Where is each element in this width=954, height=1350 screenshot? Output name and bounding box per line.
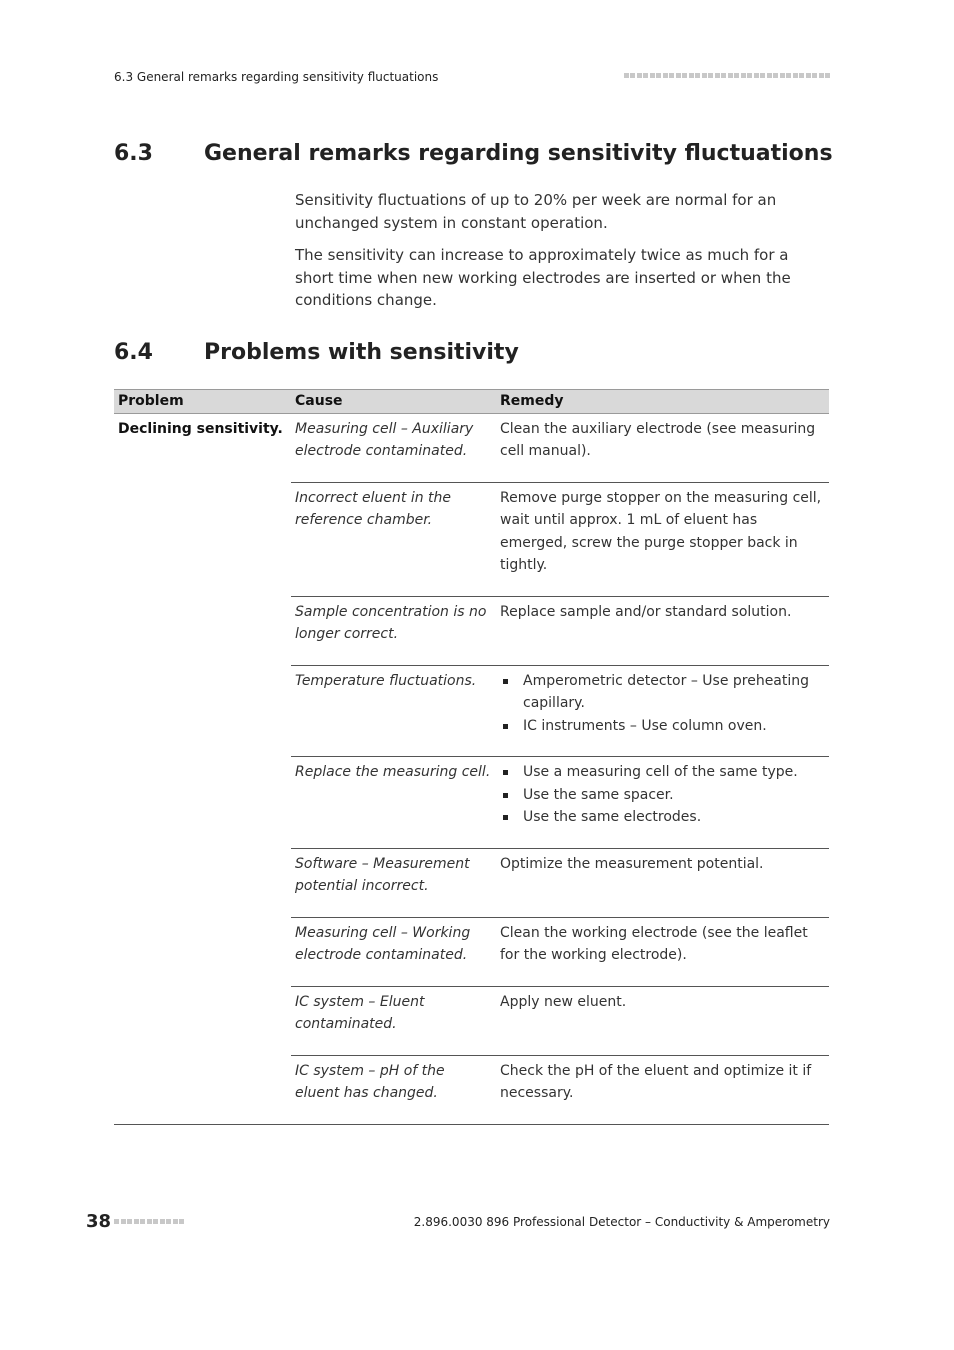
column-header-problem: Problem [114,390,291,414]
remedy-list [500,670,825,738]
list-item: IC instruments – Use column oven. [500,715,825,738]
section-title: Problems with sensitivity [204,340,519,365]
cause-cell: Sample concentration is no longer correct. [291,596,496,665]
table-bottom-rule [114,1124,829,1125]
cause-cell: Measuring cell – Auxiliary electrode contaminated. [291,413,496,482]
section-number: 6.3 [114,141,153,166]
cause-cell: Software – Measurement potential incorrect. [291,848,496,917]
cause-cell: Incorrect eluent in the reference chamber. [291,482,496,596]
running-header [114,68,830,88]
column-header-cause: Cause [291,390,496,414]
remedy-cell: Apply new eluent. [496,986,829,1055]
paragraph: Sensitivity fluctuations of up to 20% per week are normal for an unchanged system in constant operation. [295,191,777,232]
problems-table [114,389,829,1125]
list-item: Use the same electrodes. [500,806,825,829]
list-item: Use a measuring cell of the same type. [500,761,825,784]
remedy-cell: Remove purge stopper on the measuring cell, wait until approx. 1 mL of eluent has emerged, screw the purge stopper back in tightly. [496,482,829,596]
section-number: 6.4 [114,340,153,365]
cause-cell: Temperature fluctuations. [291,665,496,757]
problem-label: Declining sensitivity. [118,420,283,437]
cause-cell: Replace the measuring cell. [291,757,496,849]
remedy-cell: Clean the auxiliary electrode (see measuring cell manual). [496,413,829,482]
remedy-cell [496,665,829,757]
cause-cell: IC system – Eluent contaminated. [291,986,496,1055]
cause-cell: Measuring cell – Working electrode contaminated. [291,917,496,986]
table-header-row [114,390,829,414]
remedy-cell: Clean the working electrode (see the leaflet for the working electrode). [496,917,829,986]
list-item: Use the same spacer. [500,784,825,807]
problem-cell [114,413,291,1124]
paragraph: The sensitivity can increase to approximately twice as much for a short time when new working electrodes are inserted or when the conditions change. [295,246,791,309]
section-title: General remarks regarding sensitivity fluctuations [204,141,833,166]
remedy-cell [496,757,829,849]
table-row [114,413,829,482]
remedy-list [500,761,825,829]
column-header-remedy: Remedy [496,390,829,414]
remedy-cell: Check the pH of the eluent and optimize it if necessary. [496,1055,829,1124]
remedy-cell: Replace sample and/or standard solution. [496,596,829,665]
header-decoration [624,73,831,78]
header-breadcrumb: 6.3 General remarks regarding sensitivity fluctuations [114,70,439,84]
footer-decoration [114,1219,184,1224]
cause-cell: IC system – pH of the eluent has changed. [291,1055,496,1124]
list-item: Amperometric detector – Use preheating capillary. [500,670,825,715]
remedy-cell: Optimize the measurement potential. [496,848,829,917]
document-title: 2.896.0030 896 Professional Detector – Conductivity & Amperometry [413,1215,830,1229]
page-number: 38 [86,1211,112,1232]
